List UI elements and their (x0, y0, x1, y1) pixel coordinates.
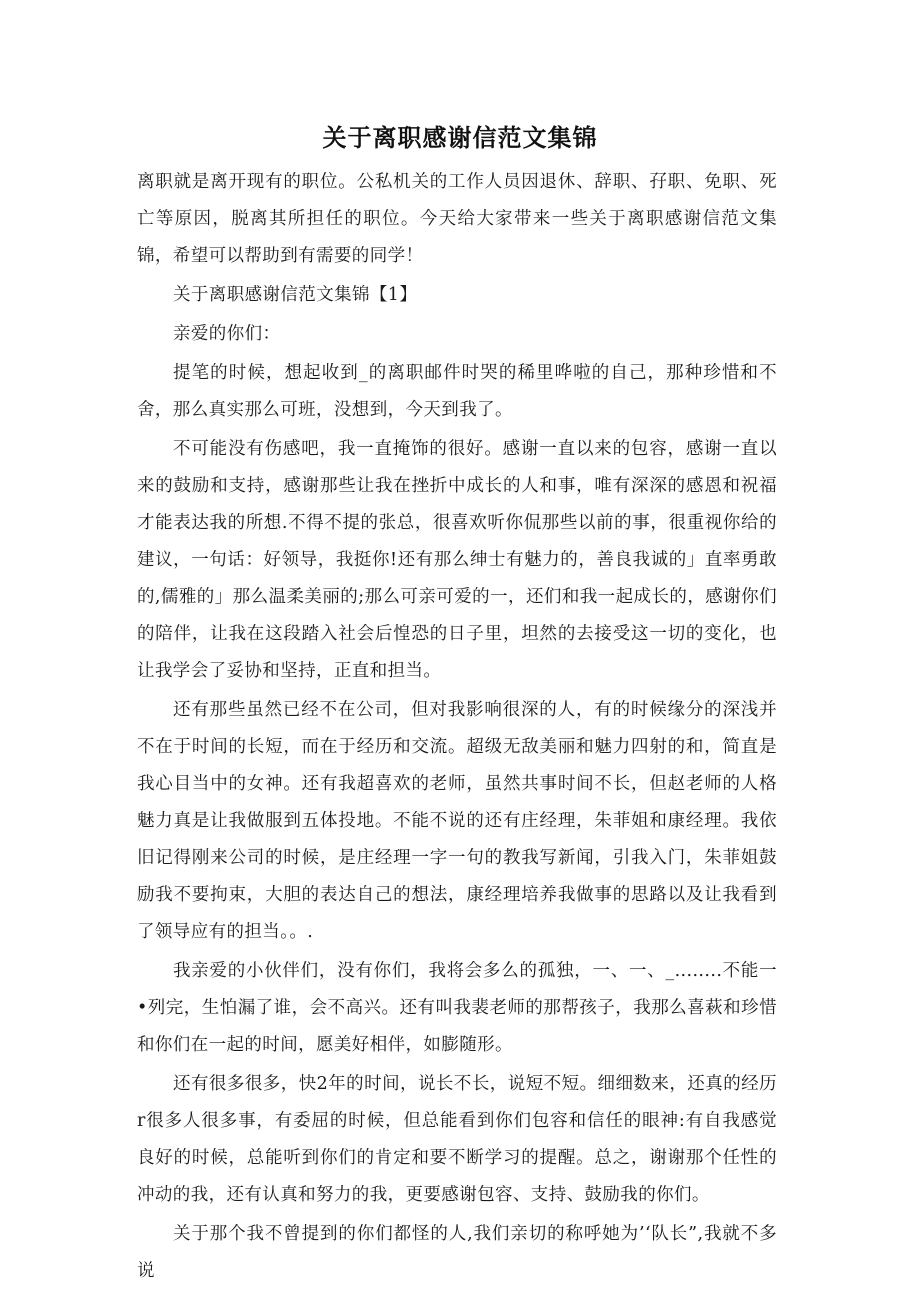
body-paragraph: 我亲爱的小伙伴们，没有你们，我将会多么的孤独，一、一、_........不能一•列完，生怕漏了谁，会不高兴。还有叫我裴老师的那帮孩子，我那么喜萩和珍惜和你们在一起的时间，愿美好相伴，如膨随形。 (137, 961, 777, 1055)
document-body (137, 164, 777, 1290)
section-heading: 关于离职感谢信范文集锦【1】 (173, 285, 418, 305)
body-paragraph: 还有很多很多，快2年的时间，说长不长，说短不短。细细数来，还真的经历r很多人很多事，有委屈的时候，但总能看到你们包容和信任的眼神:有自我感觉良好的时候，总能听到你们的肯定和要不断学习的提醒。总之，谢谢那个任性的冲动的我，还有认真和努力的我，更要感谢包容、支持、鼓励我的你们。 (137, 1074, 777, 1205)
body-paragraph: 还有那些虽然已经不在公司，但对我影响很深的人，有的时候缘分的深浅并不在于时间的长短，而在于经历和交流。超级无敌美丽和魅力四射的和，简直是我心目当中的女神。还有我超喜欢的老师，虽然共事时间不长，但赵老师的人格魅力真是让我做服到五体投地。不能不说的还有庄经理，朱菲姐和康经理。我依旧记得刚来公司的时候，是庄经理一字一句的教我写新闻，引我入门，朱菲姐鼓励我不要拘束，大胆的表达自己的想法，康经理培养我做事的思路以及让我看到了领导应有的担当。。. (137, 700, 777, 942)
body-paragraph: 不可能没有伤感吧，我一直掩饰的很好。感谢一直以来的包容，感谢一直以来的鼓励和支持，感谢那些让我在挫折中成长的人和事，唯有深深的感恩和祝福才能表达我的所想.不得不提的张总，很喜欢听你侃那些以前的事，很重视你给的建议，一句话：好领导，我挺你!还有那么绅士有魅力的，善良我诚的」直率勇敢的,儒雅的」那么温柔美丽的;那么可亲可爱的一，还们和我一起成长的，感谢你们的陪伴，让我在这段踏入社会后惶恐的日子里，坦然的去接受这一切的变化，也让我学会了妥协和坚持，正直和担当。 (137, 439, 777, 681)
salutation: 亲爱的你们： (173, 324, 281, 344)
document-title: 关于离职感谢信范文集锦 (322, 124, 598, 152)
intro-paragraph: 离职就是离开现有的职位。公私机关的工作人员因退休、辞职、孖职、免职、死亡等原因，脱离其所担任的职位。今天给大家带来一些关于离职感谢信范文集锦，希望可以帮助到有需要的同学！ (137, 172, 777, 266)
body-paragraph: 提笔的时候，想起收到_的离职邮件时哭的稀里哗啦的自己，那种珍惜和不舍，那么真实那么可班，没想到，今天到我了。 (137, 363, 777, 420)
body-paragraph: 关于那个我不曾提到的你们都怪的人,我们亲切的称呼她为’‘队长”,我就不多说 (137, 1224, 777, 1281)
